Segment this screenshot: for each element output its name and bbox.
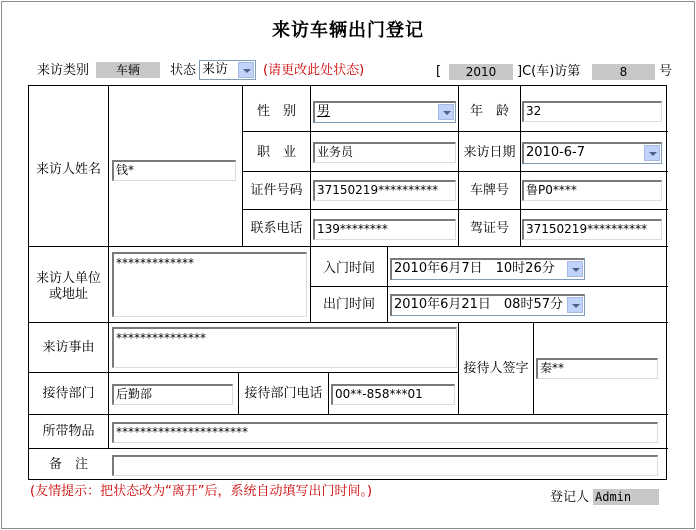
- chevron-down-icon[interactable]: [567, 261, 583, 277]
- exit-time-select[interactable]: [390, 294, 585, 316]
- unit-label-line1: 来访人单位: [35, 271, 101, 286]
- phone-input[interactable]: 139********: [313, 219, 456, 240]
- exit-time-value: 2010年6月21日 08时57分: [394, 297, 563, 312]
- gender-label: 性 别: [256, 104, 296, 119]
- visit-reason-textarea[interactable]: ***************: [112, 327, 457, 368]
- registrar-field[interactable]: Admin: [593, 489, 659, 505]
- plate-number-input[interactable]: 鲁P0****: [522, 180, 662, 201]
- status-label: 状态: [170, 63, 197, 78]
- page-title: 来访车辆出门登记: [272, 20, 424, 41]
- host-sign-label: 接待人签字: [463, 361, 529, 376]
- chevron-down-icon[interactable]: [238, 62, 254, 78]
- visit-date-label: 来访日期: [463, 145, 516, 160]
- license-label: 驾证号: [469, 221, 509, 236]
- gender-select-value: 男: [317, 104, 331, 119]
- job-label: 职 业: [256, 145, 296, 160]
- items-input[interactable]: **********************: [112, 422, 658, 443]
- status-hint: (请更改此处状态): [263, 63, 365, 78]
- chevron-down-icon[interactable]: [567, 297, 583, 313]
- registrar-label: 登记人: [550, 490, 590, 505]
- age-input[interactable]: 32: [522, 101, 662, 122]
- unit-label-line2: 或地址: [48, 287, 88, 302]
- id-number-label: 证件号码: [250, 183, 303, 198]
- chevron-down-icon[interactable]: [644, 145, 660, 161]
- host-dept-label: 接待部门: [42, 386, 95, 401]
- visit-reason-label: 来访事由: [42, 340, 95, 355]
- visit-number-label: ]C(车)访第: [517, 64, 581, 79]
- status-select[interactable]: [199, 60, 256, 80]
- visitor-name-label: 来访人姓名: [35, 162, 101, 177]
- job-input[interactable]: 业务员: [313, 142, 456, 163]
- remarks-label: 备 注: [48, 457, 88, 472]
- host-dept-phone-input[interactable]: 00**-858***01: [331, 384, 455, 405]
- visit-type-label: 来访类别: [37, 63, 90, 78]
- visit-type-field[interactable]: 车辆: [96, 62, 160, 78]
- host-dept-input[interactable]: 后勤部: [112, 384, 233, 405]
- gender-select[interactable]: [313, 101, 456, 123]
- footer-hint: (友情提示：把状态改为“离开”后，系统自动填写出门时间。): [30, 484, 373, 499]
- host-sign-input[interactable]: 秦**: [536, 358, 658, 379]
- exit-time-label: 出门时间: [322, 297, 375, 312]
- entry-time-select[interactable]: [390, 258, 585, 280]
- host-dept-phone-label: 接待部门电话: [244, 386, 323, 401]
- items-label: 所带物品: [42, 424, 95, 439]
- visit-date-value: 2010-6-7: [526, 145, 586, 160]
- remarks-input[interactable]: [112, 455, 658, 476]
- age-label: 年 龄: [469, 104, 509, 119]
- unit-address-textarea[interactable]: *************: [112, 252, 307, 317]
- year-field[interactable]: 2010: [449, 64, 513, 80]
- bracket-open: [: [436, 64, 442, 79]
- license-input[interactable]: 37150219**********: [522, 219, 662, 240]
- entry-time-label: 入门时间: [322, 261, 375, 276]
- number-suffix: 号: [659, 64, 673, 79]
- visit-number-field[interactable]: 8: [592, 64, 655, 80]
- visit-date-select[interactable]: [522, 142, 662, 164]
- chevron-down-icon[interactable]: [438, 104, 454, 120]
- phone-label: 联系电话: [250, 221, 303, 236]
- entry-time-value: 2010年6月7日 10时26分: [394, 261, 555, 276]
- id-number-input[interactable]: 37150219**********: [313, 180, 456, 201]
- status-select-value: 来访: [202, 62, 229, 77]
- visitor-name-input[interactable]: 钱*: [112, 160, 236, 181]
- plate-number-label: 车牌号: [469, 183, 509, 198]
